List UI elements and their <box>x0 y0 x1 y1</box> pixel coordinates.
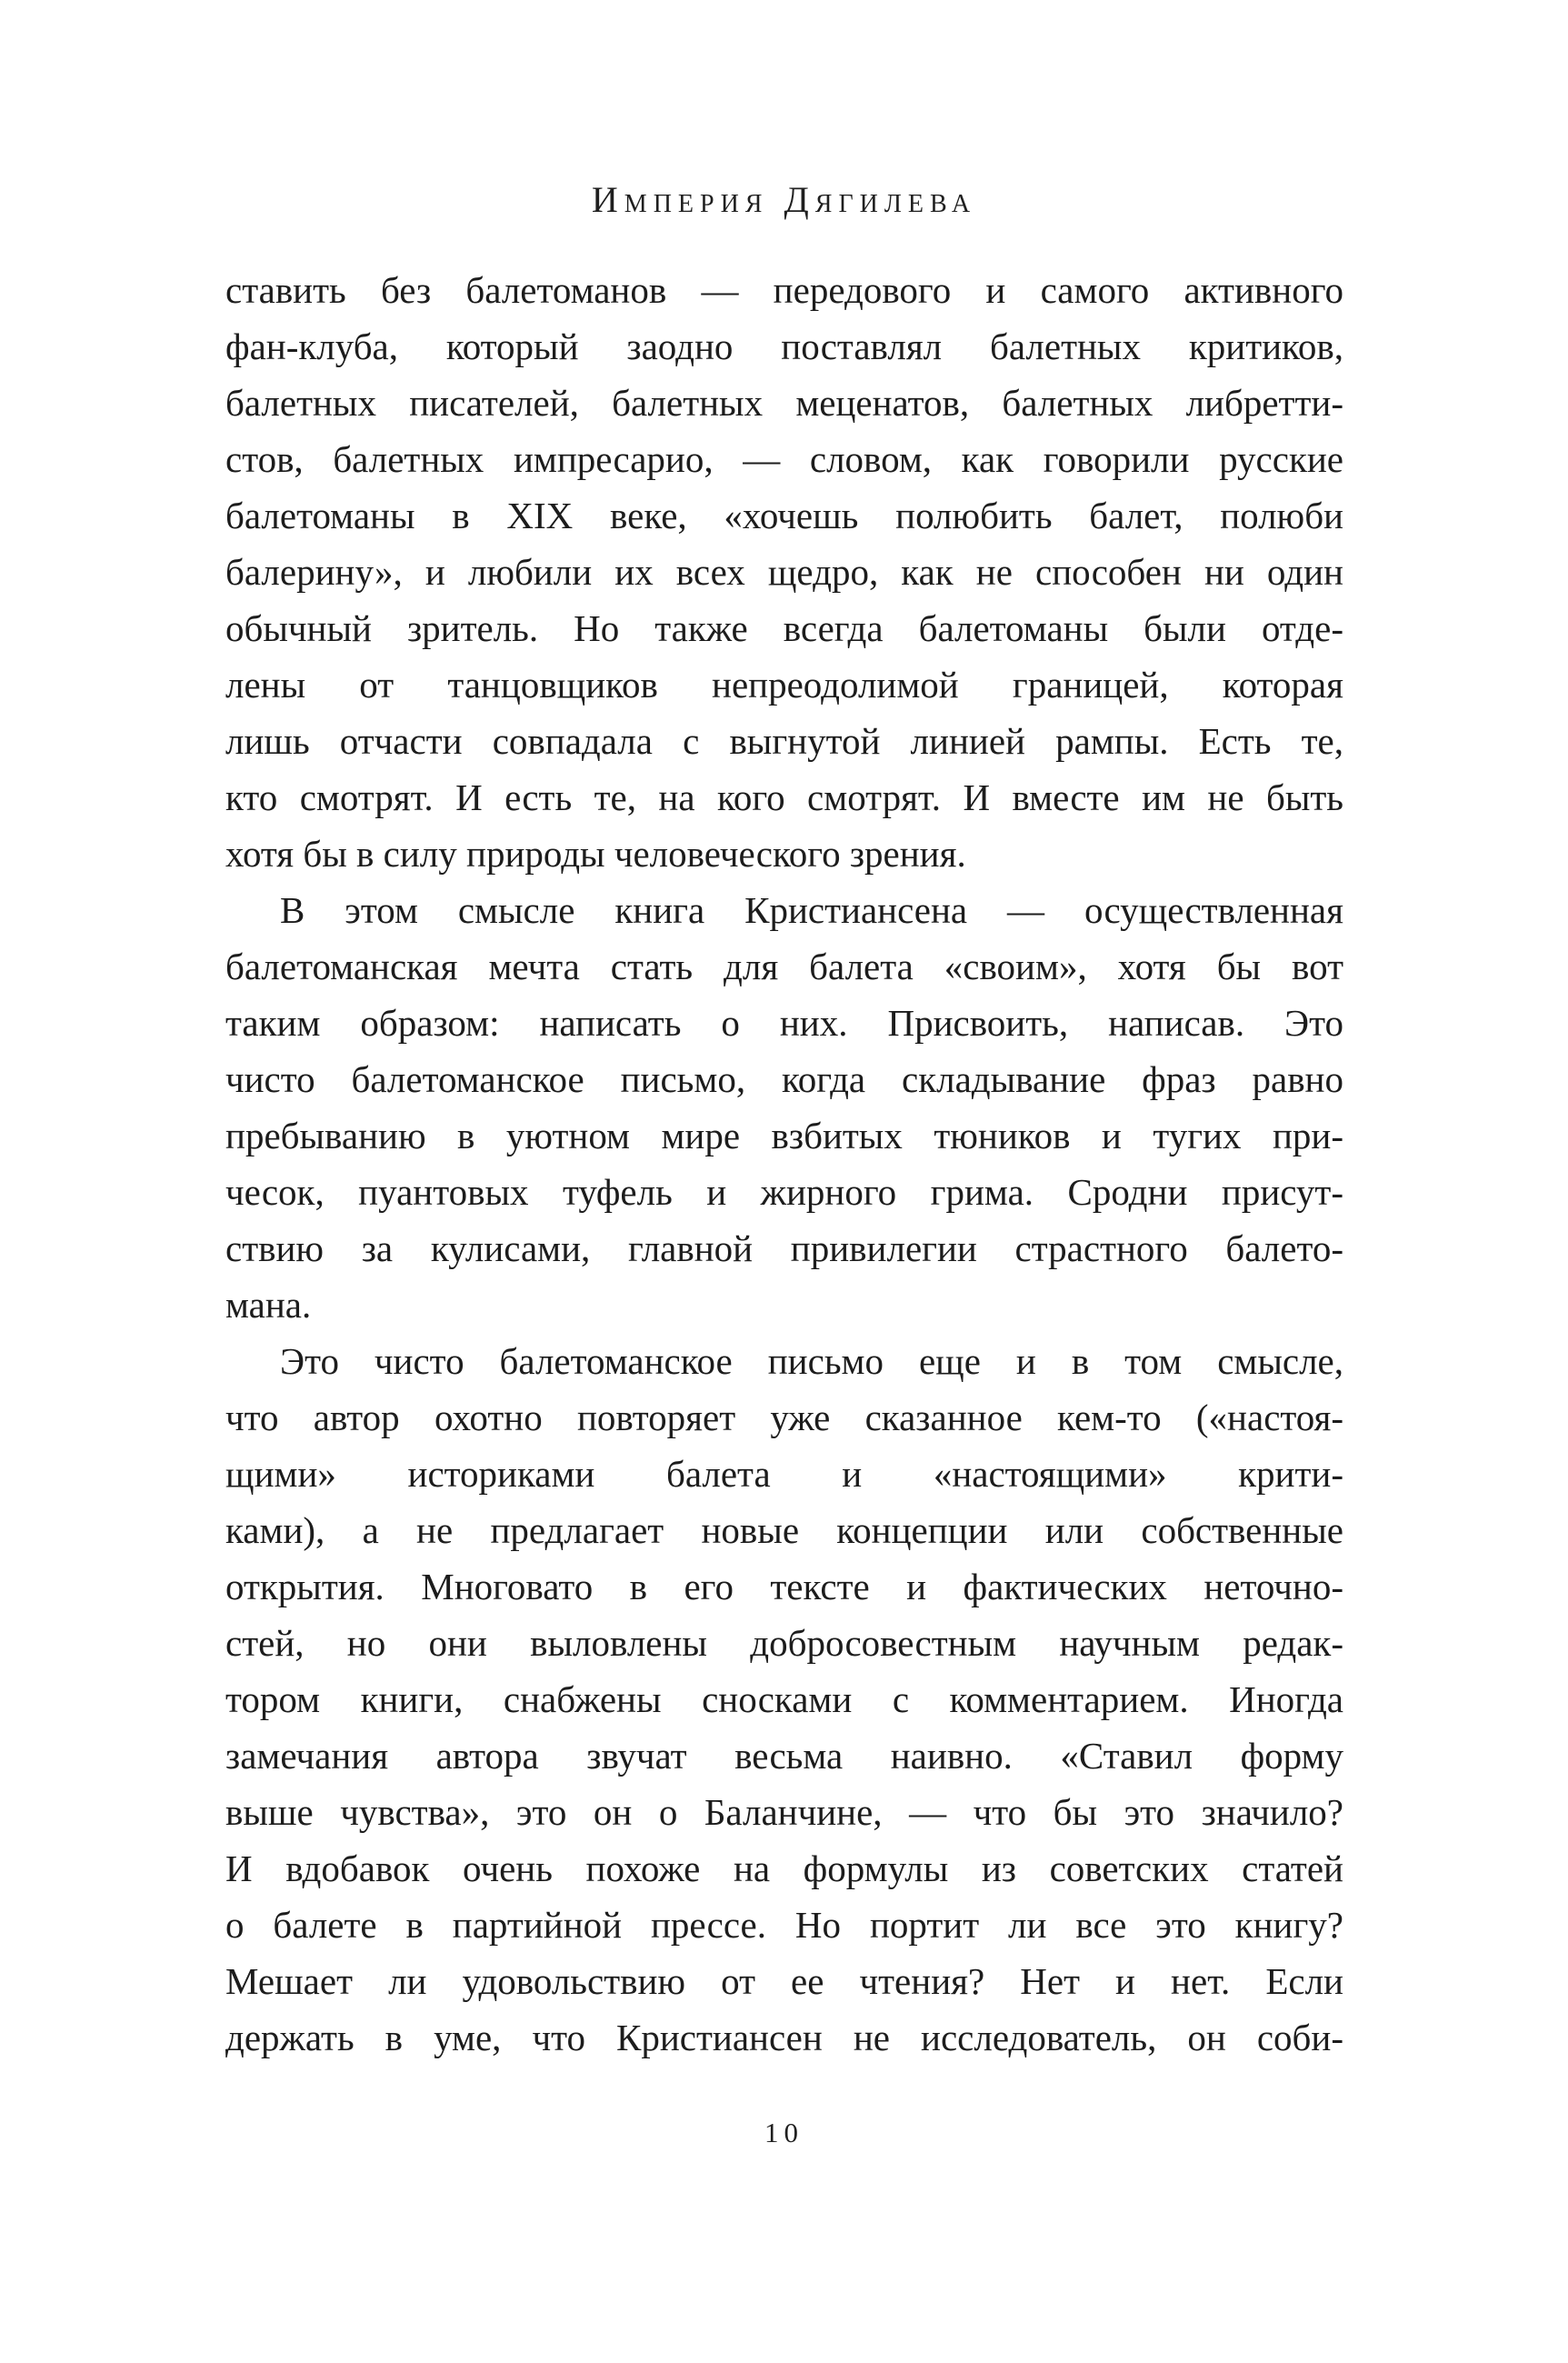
text-line: таким образом: написать о них. Присвоить, написав. Это <box>225 1002 1343 1044</box>
text-line: ками), а не предлагает новые концепции или собственные <box>225 1509 1343 1551</box>
paragraph <box>225 1333 1343 2066</box>
text-line: фан-клуба, который заодно поставлял балетных критиков, <box>225 325 1343 367</box>
text-line: держать в уме, что Кристиансен не исследователь, он соби- <box>225 2017 1343 2058</box>
text-line: что автор охотно повторяет уже сказанное кем-то («настоя- <box>225 1397 1343 1438</box>
text-line: лишь отчасти совпадала с выгнутой линией рампы. Есть те, <box>225 720 1343 762</box>
text-line: Это чисто балетоманское письмо еще и в том смысле, <box>280 1340 1343 1382</box>
text-line: открытия. Многовато в его тексте и фактических неточно- <box>225 1566 1343 1607</box>
text-line: лены от танцовщиков непреодолимой границей, которая <box>225 664 1343 706</box>
text-line: ставить без балетоманов — передового и самого активного <box>225 269 1343 311</box>
page-number: 10 <box>764 2117 804 2148</box>
text-line: стей, но они выловлены добросовестным научным редак- <box>225 1622 1343 1664</box>
text-line: балетных писателей, балетных меценатов, балетных либретти- <box>225 382 1343 424</box>
text-line: замечания автора звучат весьма наивно. «Ставил форму <box>225 1735 1343 1777</box>
text-line: И вдобавок очень похоже на формулы из советских статей <box>225 1847 1343 1889</box>
text-line: балерину», и любили их всех щедро, как не способен ни один <box>225 551 1343 593</box>
text-line: выше чувства», это он о Баланчине, — что бы это значило? <box>225 1791 1343 1833</box>
text-line: балетоманская мечта стать для балета «своим», хотя бы вот <box>225 946 1343 987</box>
paragraph <box>225 262 1343 882</box>
text-line: балетоманы в XIX веке, «хочешь полюбить балет, полюби <box>225 495 1343 536</box>
text-line: щими» историками балета и «настоящими» крити- <box>225 1453 1343 1495</box>
text-line: чисто балетоманское письмо, когда складывание фраз равно <box>225 1058 1343 1100</box>
text-line: ствию за кулисами, главной привилегии страстного балето- <box>225 1227 1343 1269</box>
text-line: пребыванию в уютном мире взбитых тюников и тугих при- <box>225 1115 1343 1156</box>
text-line: тором книги, снабжены сносками с комментарием. Иногда <box>225 1678 1343 1720</box>
text-line: В этом смысле книга Кристиансена — осуществленная <box>280 889 1343 931</box>
text-line: кто смотрят. И есть те, на кого смотрят. И вместе им не быть <box>225 776 1343 818</box>
text-line: хотя бы в силу природы человеческого зрения. <box>225 833 966 875</box>
text-line: Мешает ли удовольствию от ее чтения? Нет и нет. Если <box>225 1960 1343 2002</box>
text-line: о балете в партийной прессе. Но портит ли все это книгу? <box>225 1904 1343 1946</box>
page-text <box>225 262 1343 2066</box>
text-line: мана. <box>225 1284 312 1326</box>
text-line: стов, балетных импресарио, — словом, как говорили русские <box>225 438 1343 480</box>
text-line: чесок, пуантовых туфель и жирного грима. Сродни присут- <box>225 1171 1343 1213</box>
paragraph <box>225 882 1343 1333</box>
running-header: Империя Дягилева <box>591 179 977 220</box>
text-line: обычный зритель. Но также всегда балетоманы были отде- <box>225 607 1343 649</box>
